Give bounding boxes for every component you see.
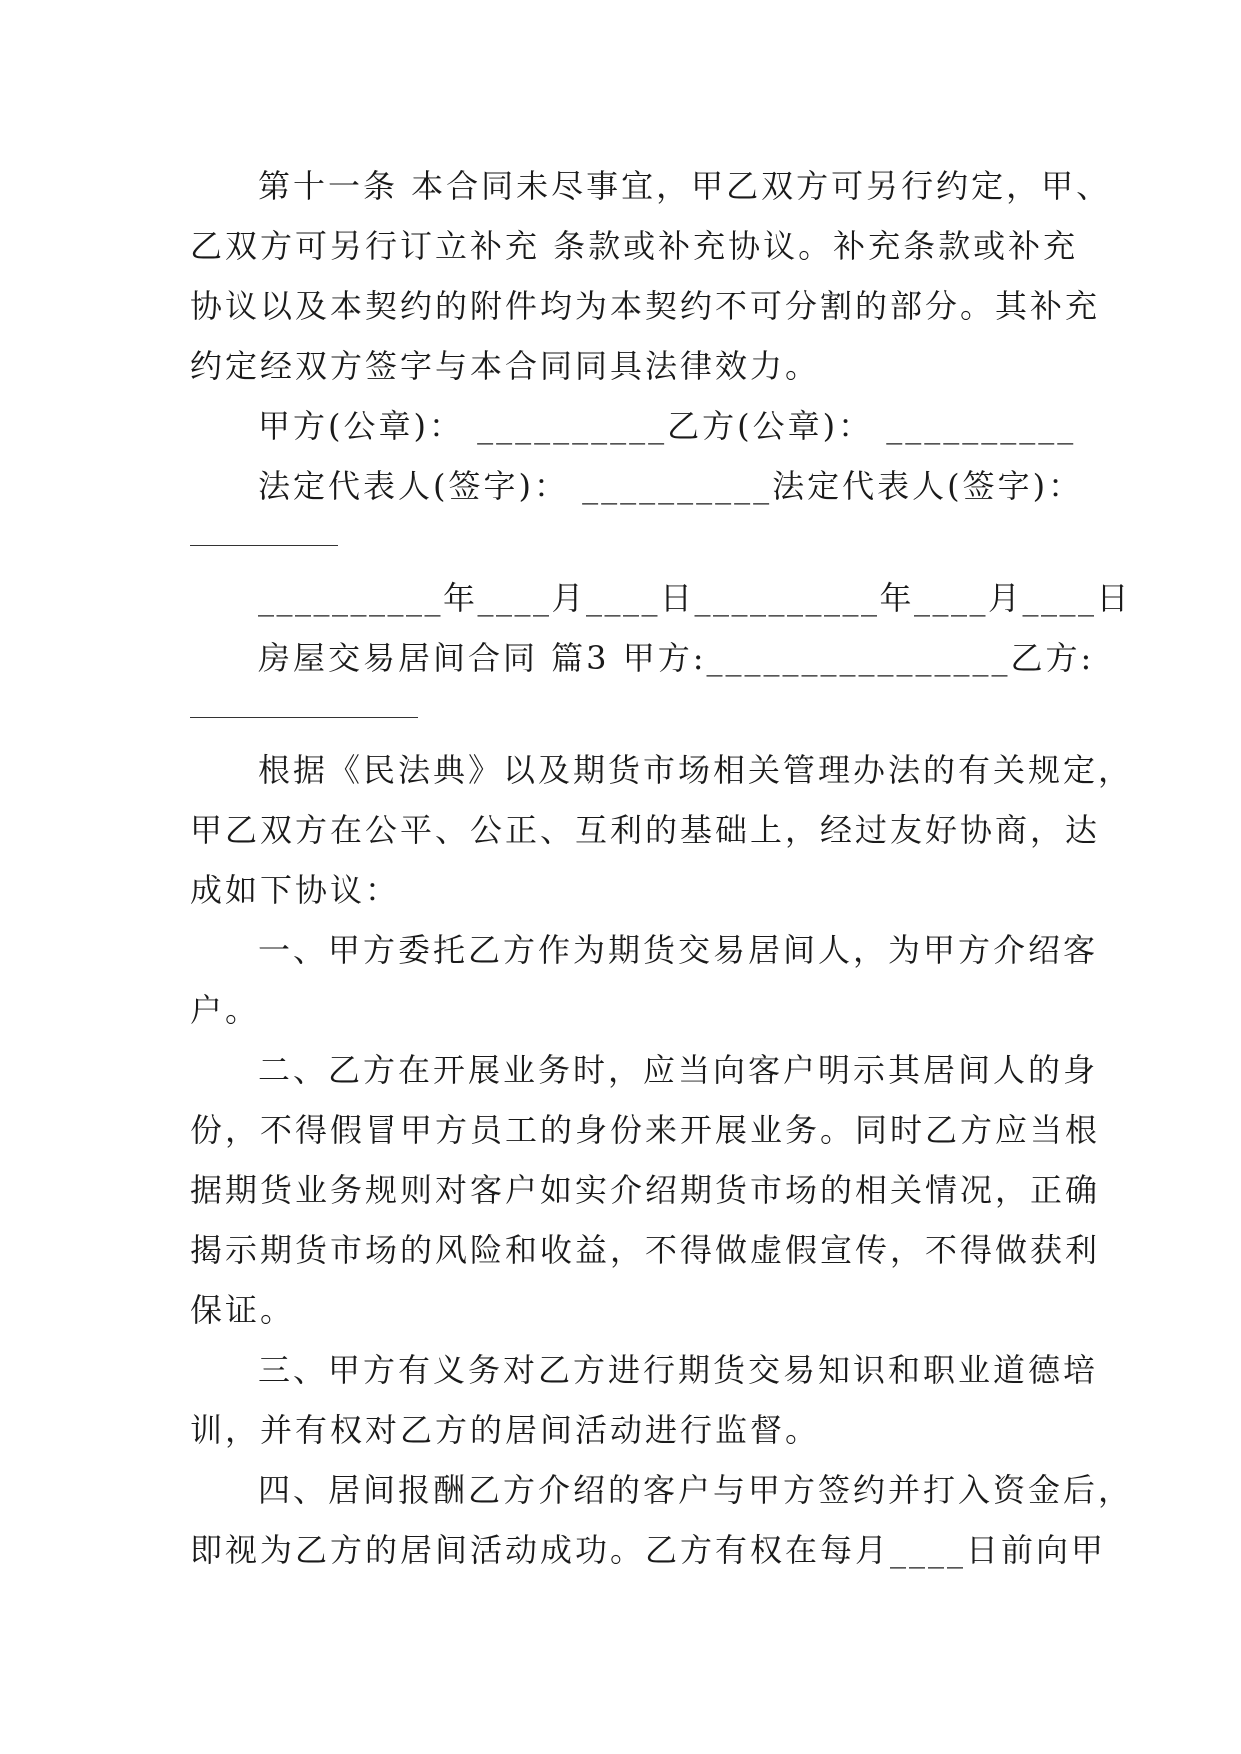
clause-11-line-2: 乙双方可另行订立补充 条款或补充协议。补充条款或补充 xyxy=(190,227,1079,265)
article-4-line-2: 即视为乙方的居间活动成功。乙方有权在每月____日前向甲 xyxy=(190,1531,1107,1569)
article-2-line-4: 揭示期货市场的风险和收益，不得做虚假宣传，不得做获利 xyxy=(190,1231,1101,1269)
clause-11-line-4: 约定经双方签字与本合同同具法律效力。 xyxy=(190,347,821,385)
clause-11-line-3: 协议以及本契约的附件均为本契约不可分割的部分。其补充 xyxy=(190,287,1101,325)
party-b-blank-rule xyxy=(190,717,418,718)
preamble-line-2: 甲乙双方在公平、公正、互利的基础上，经过友好协商，达 xyxy=(190,811,1101,849)
signature-representative-line: 法定代表人(签字)： __________法定代表人(签字)： xyxy=(258,467,1084,505)
article-1-line-2: 户。 xyxy=(190,991,261,1029)
article-2-line-1: 二、乙方在开展业务时，应当向客户明示其居间人的身 xyxy=(258,1051,1099,1089)
signature-date-line: __________年____月____日__________年____月____日 xyxy=(258,579,1132,617)
clause-11-line-1: 第十一条 本合同未尽事宜，甲乙双方可另行约定，甲、 xyxy=(258,167,1112,205)
article-2-line-2: 份，不得假冒甲方员工的身份来开展业务。同时乙方应当根 xyxy=(190,1111,1101,1149)
article-2-line-5: 保证。 xyxy=(190,1291,296,1329)
article-2-line-3: 据期货业务规则对客户如实介绍期货市场的相关情况，正确 xyxy=(190,1171,1101,1209)
signature-seal-line: 甲方(公章)： __________乙方(公章)： __________ xyxy=(258,407,1077,445)
preamble-line-1: 根据《民法典》以及期货市场相关管理办法的有关规定， xyxy=(258,751,1134,789)
section-3-heading-line: 房屋交易居间合同 篇3 甲方:________________乙方: xyxy=(258,639,1095,677)
article-3-line-2: 训，并有权对乙方的居间活动进行监督。 xyxy=(190,1411,821,1449)
preamble-line-3: 成如下协议： xyxy=(190,871,401,909)
article-1-line-1: 一、甲方委托乙方作为期货交易居间人，为甲方介绍客 xyxy=(258,931,1099,969)
article-3-line-1: 三、甲方有义务对乙方进行期货交易知识和职业道德培 xyxy=(258,1351,1099,1389)
article-4-line-1: 四、居间报酬乙方介绍的客户与甲方签约并打入资金后， xyxy=(258,1471,1134,1509)
signature-blank-rule xyxy=(190,545,338,546)
